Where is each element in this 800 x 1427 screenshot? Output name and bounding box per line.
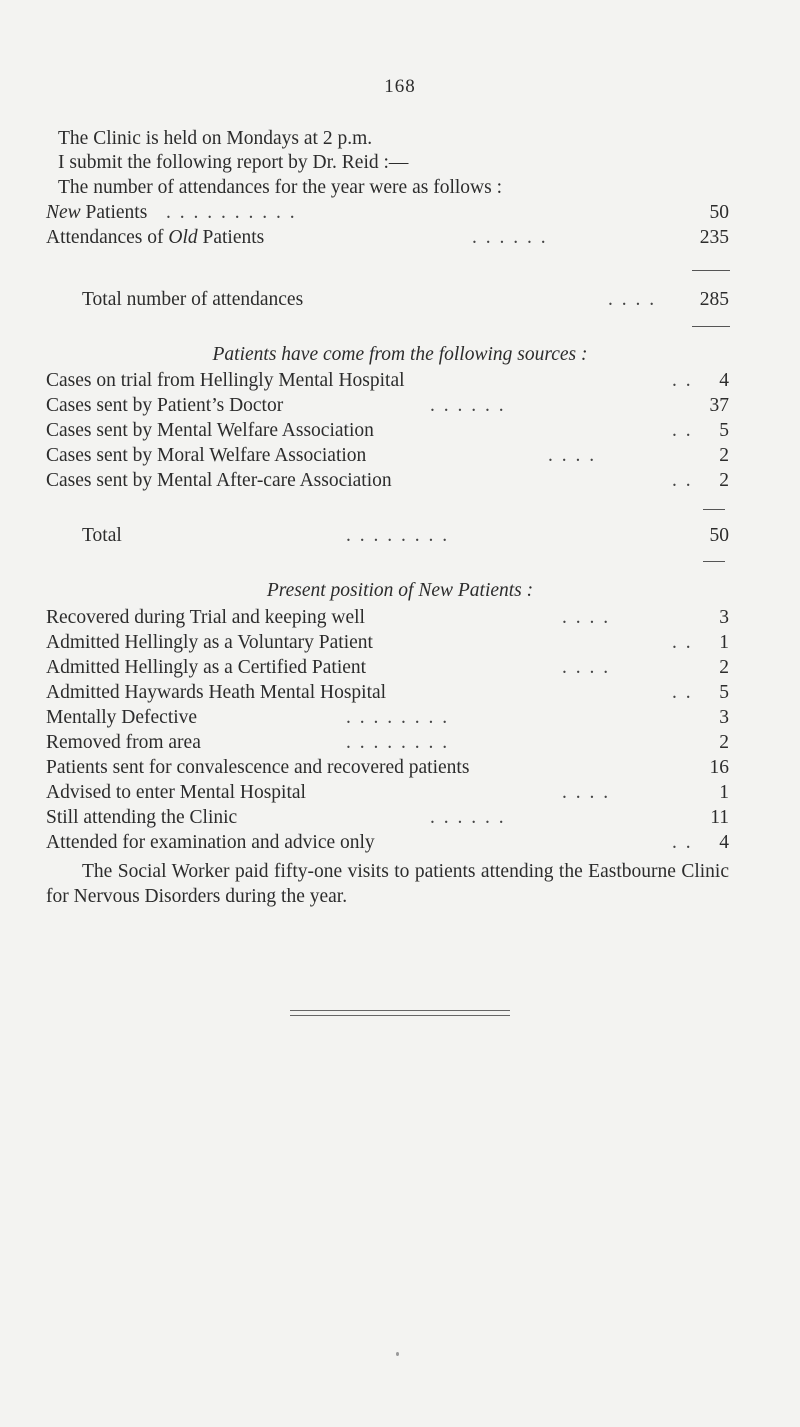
leader-dots: . . . .	[608, 289, 657, 310]
position-row	[46, 782, 729, 808]
source-row	[46, 420, 729, 446]
attendance-label-italic: New	[46, 202, 81, 223]
source-label: Cases sent by Mental Welfare Association	[46, 420, 374, 441]
leader-dots: . . . . . .	[430, 807, 506, 828]
position-value: 16	[709, 757, 729, 778]
source-row	[46, 470, 729, 496]
position-label: Admitted Hellingly as a Certified Patient	[46, 657, 367, 678]
position-row	[46, 732, 729, 758]
attendance-row-new	[46, 202, 729, 228]
leader-dots: . . . .	[562, 657, 611, 678]
sum-rule	[692, 270, 730, 271]
source-value: 2	[719, 470, 729, 491]
position-label: Removed from area	[46, 732, 201, 753]
leader-dots: . . . . . . . .	[346, 732, 450, 753]
sum-rule	[692, 326, 730, 327]
position-label: Still attending the Clinic	[46, 807, 238, 828]
source-row	[46, 370, 729, 396]
attendance-total-label: Total number of attendances	[82, 289, 304, 310]
end-double-rule	[290, 1010, 510, 1016]
attendance-value: 50	[709, 202, 729, 223]
attendance-label-italic: Old	[168, 227, 198, 248]
position-value: 5	[719, 682, 729, 703]
source-value: 37	[709, 395, 729, 416]
position-label: Recovered during Trial and keeping well	[46, 607, 365, 628]
source-label: Cases sent by Moral Welfare Association	[46, 445, 367, 466]
position-label: Admitted Hellingly as a Voluntary Patient	[46, 632, 373, 653]
sources-total-label: Total	[82, 525, 122, 546]
position-value: 2	[719, 732, 729, 753]
attendance-label: Patients	[80, 202, 148, 223]
attendance-value: 235	[699, 227, 729, 248]
sources-total-row	[46, 525, 729, 551]
attendance-label-pre: Attendances of	[46, 227, 169, 248]
position-row	[46, 832, 729, 858]
leader-dots: . .	[672, 632, 693, 653]
leader-dots: . .	[672, 832, 693, 853]
position-row	[46, 657, 729, 683]
source-row	[46, 445, 729, 471]
position-value: 3	[719, 707, 729, 728]
sum-rule	[703, 561, 725, 562]
intro-line-2: I submit the following report by Dr. Reid :—	[58, 152, 409, 173]
position-value: 2	[719, 657, 729, 678]
closing-paragraph: The Social Worker paid fifty-one visits to patients attending the Eastbourne Clinic for Nervous Disorders during the year.	[46, 861, 729, 907]
position-row	[46, 757, 729, 783]
position-row	[46, 682, 729, 708]
position-label: Attended for examination and advice only	[46, 832, 375, 853]
position-value: 11	[710, 807, 729, 828]
leader-dots: . . . . . .	[430, 395, 506, 416]
attendance-total-value: 285	[699, 289, 729, 310]
position-heading: Present position of New Patients :	[266, 580, 534, 601]
position-row	[46, 807, 729, 833]
attendance-row-old	[46, 227, 729, 253]
sources-total-value: 50	[709, 525, 729, 546]
page-number: 168	[384, 76, 416, 97]
leader-dots: . . . . . . . .	[346, 707, 450, 728]
sources-heading: Patients have come from the following sources :	[212, 344, 588, 365]
attendance-label: Patients	[197, 227, 265, 248]
position-value: 4	[719, 832, 729, 853]
leader-dots: . . . .	[562, 607, 611, 628]
source-label: Cases on trial from Hellingly Mental Hospital	[46, 370, 405, 391]
intro-line-3: The number of attendances for the year were as follows :	[58, 177, 502, 198]
position-value: 1	[719, 782, 729, 803]
leader-dots: . .	[672, 470, 693, 491]
position-row	[46, 632, 729, 658]
position-row	[46, 707, 729, 733]
leader-dots: . . . .	[548, 445, 597, 466]
source-label: Cases sent by Patient’s Doctor	[46, 395, 284, 416]
leader-dots: . . . . . . . . . .	[166, 202, 297, 223]
attendance-total-row	[46, 289, 729, 315]
position-label: Admitted Haywards Heath Mental Hospital	[46, 682, 387, 703]
leader-dots: . . . . . . . .	[346, 525, 450, 546]
source-row	[46, 395, 729, 421]
leader-dots: . . . .	[562, 782, 611, 803]
position-label: Patients sent for convalescence and recovered patients	[46, 757, 470, 778]
position-value: 1	[719, 632, 729, 653]
print-speck	[396, 1352, 399, 1356]
source-value: 2	[719, 445, 729, 466]
leader-dots: . .	[672, 370, 693, 391]
position-row	[46, 607, 729, 633]
position-label: Advised to enter Mental Hospital	[46, 782, 306, 803]
source-label: Cases sent by Mental After-care Association	[46, 470, 392, 491]
sum-rule	[703, 509, 725, 510]
leader-dots: . .	[672, 420, 693, 441]
intro-line-1: The Clinic is held on Mondays at 2 p.m.	[58, 128, 373, 149]
leader-dots: . . . . . .	[472, 227, 548, 248]
source-value: 5	[719, 420, 729, 441]
position-label: Mentally Defective	[46, 707, 198, 728]
leader-dots: . .	[672, 682, 693, 703]
position-value: 3	[719, 607, 729, 628]
source-value: 4	[719, 370, 729, 391]
